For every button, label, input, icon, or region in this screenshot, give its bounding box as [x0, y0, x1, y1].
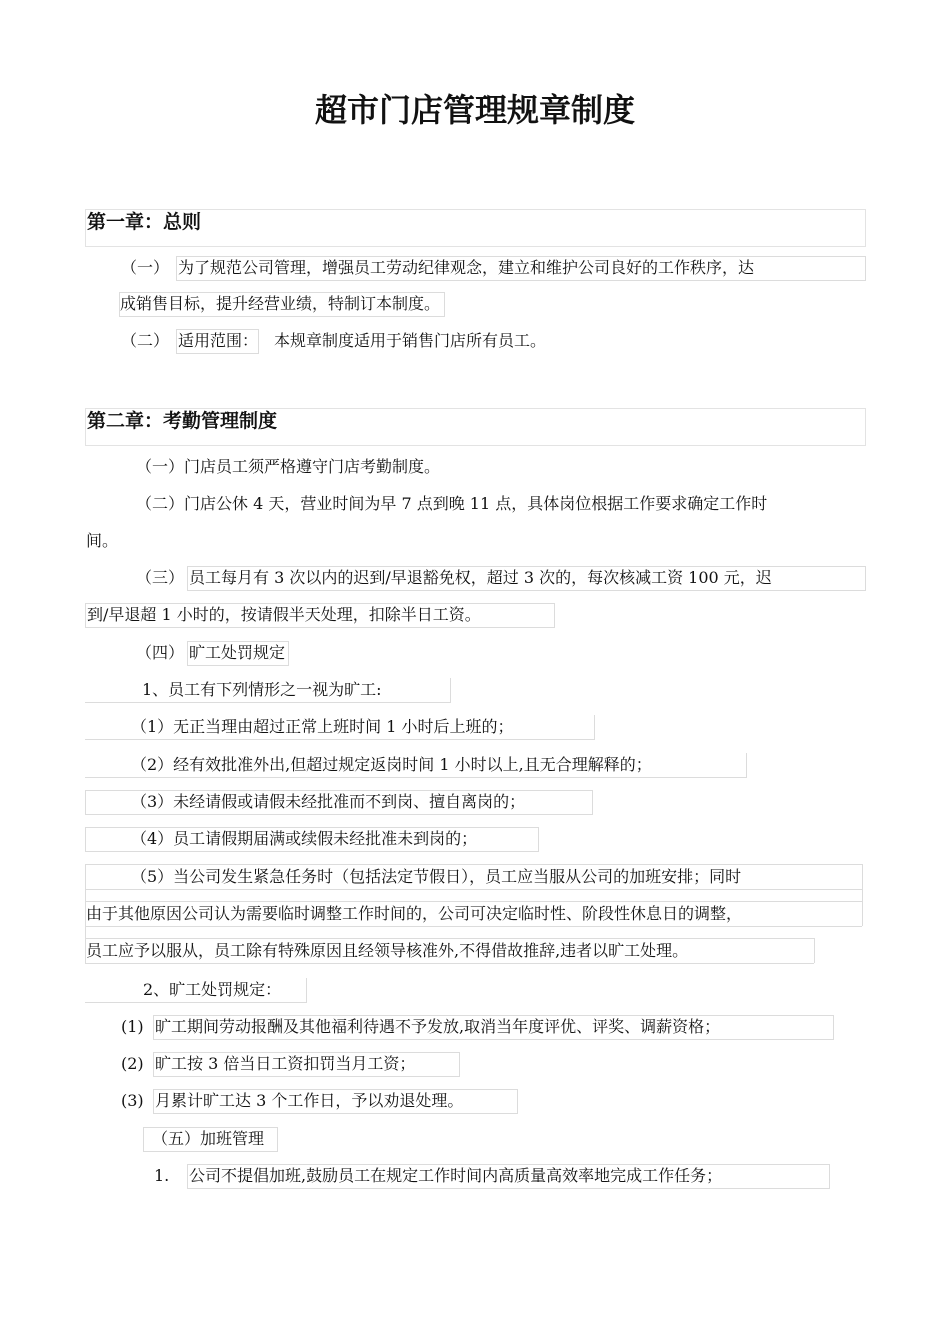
absence-case-5-frame-mid-2 [85, 901, 862, 902]
absence-definition-intro: 1、员工有下列情形之一视为旷工: [85, 679, 450, 703]
chapter-2-item-3-line-2: 到/早退超 1 小时的，按请假半天处理，扣除半日工资。 [85, 603, 555, 628]
absence-case-5-frame-left [85, 864, 86, 963]
chapter-2-item-1: （一）门店员工须严格遵守门店考勤制度。 [136, 457, 441, 476]
absence-case-1: （1）无正当理由超过正常上班时间 1 小时后上班的； [85, 716, 594, 740]
absence-case-5-line-2: 由于其他原因公司认为需要临时调整工作时间的，公司可决定临时性、阶段性休息日的调整， [86, 904, 743, 923]
chapter-2-item-4-prefix: （四） [136, 643, 185, 662]
chapter-1-item-2-prefix: （二） [121, 331, 170, 350]
absence-case-4: （4）员工请假期届满或续假未经批准未到岗的； [85, 827, 539, 852]
absence-case-5-frame-bottom [85, 963, 814, 964]
chapter-1-item-2-text: 本规章制度适用于销售门店所有员工。 [274, 331, 547, 350]
absence-case-5-frame-mid-3 [85, 926, 862, 927]
absence-case-2: （2）经有效批准外出,但超过规定返岗时间 1 小时以上,且无合理解释的； [85, 754, 746, 778]
absence-case-5-line-3: 员工应予以服从，员工除有特殊原因且经领导核准外,不得借故推辞,违者以旷工处理。 [86, 941, 689, 960]
chapter-1-heading: 第一章：总则 [87, 211, 202, 233]
overtime-heading: （五）加班管理 [143, 1127, 278, 1152]
penalty-case-2-num: (2) [121, 1054, 144, 1073]
chapter-1-item-1-prefix: （一） [121, 258, 170, 277]
absence-case-3: （3）未经请假或请假未经批准而不到岗、擅自离岗的； [85, 790, 593, 815]
chapter-1-heading-frame [85, 209, 866, 247]
chapter-1-item-1-line-1: 为了规范公司管理，增强员工劳动纪律观念，建立和维护公司良好的工作秩序，达 [176, 256, 866, 281]
absence-case-5-frame-right [862, 864, 863, 926]
penalty-rules-intro: 2、旷工处罚规定： [85, 979, 306, 1003]
chapter-2-item-2-line-1: （二）门店公休 4 天，营业时间为早 7 点到晚 11 点，具体岗位根据工作要求确定工作时 [136, 494, 768, 513]
penalty-case-3: 月累计旷工达 3 个工作日，予以劝退处理。 [153, 1089, 518, 1114]
overtime-item-1-num: 1. [154, 1166, 170, 1185]
absence-case-2-frame-edge [746, 753, 747, 778]
penalty-case-1-num: (1) [121, 1017, 144, 1036]
chapter-1-item-1-line-2: 成销售目标，提升经营业绩，特制订本制度。 [119, 292, 445, 317]
chapter-2-item-3-prefix: （三） [136, 568, 185, 587]
chapter-2-item-2-line-2: 间。 [86, 531, 119, 550]
penalty-intro-frame-edge [306, 978, 307, 1003]
absence-case-5-line-1: （5）当公司发生紧急任务时（包括法定节假日），员工应当服从公司的加班安排；同时 [131, 867, 742, 886]
overtime-item-1: 公司不提倡加班,鼓励员工在规定工作时间内高质量高效率地完成工作任务； [187, 1164, 830, 1189]
scope-label: 适用范围： [176, 329, 259, 354]
penalty-case-1: 旷工期间劳动报酬及其他福利待遇不予发放,取消当年度评优、评奖、调薪资格； [153, 1015, 834, 1040]
chapter-2-heading: 第二章：考勤管理制度 [87, 410, 278, 432]
penalty-case-2: 旷工按 3 倍当日工资扣罚当月工资； [153, 1052, 460, 1077]
penalty-case-3-num: (3) [121, 1091, 144, 1110]
absence-case-1-frame-edge [594, 715, 595, 740]
absence-intro-frame-edge [450, 678, 451, 703]
absence-case-5-frame-top [85, 864, 862, 865]
absence-rules-heading: 旷工处罚规定 [187, 641, 289, 666]
chapter-2-item-3-line-1: 员工每月有 3 次以内的迟到/早退豁免权，超过 3 次的，每次核减工资 100 元，迟 [187, 566, 866, 591]
document-title: 超市门店管理规章制度 [314, 91, 635, 129]
absence-case-5-frame-mid-1 [85, 889, 862, 890]
absence-case-5-frame-mid-4 [85, 938, 814, 939]
absence-case-5-frame-right-2 [814, 938, 815, 963]
